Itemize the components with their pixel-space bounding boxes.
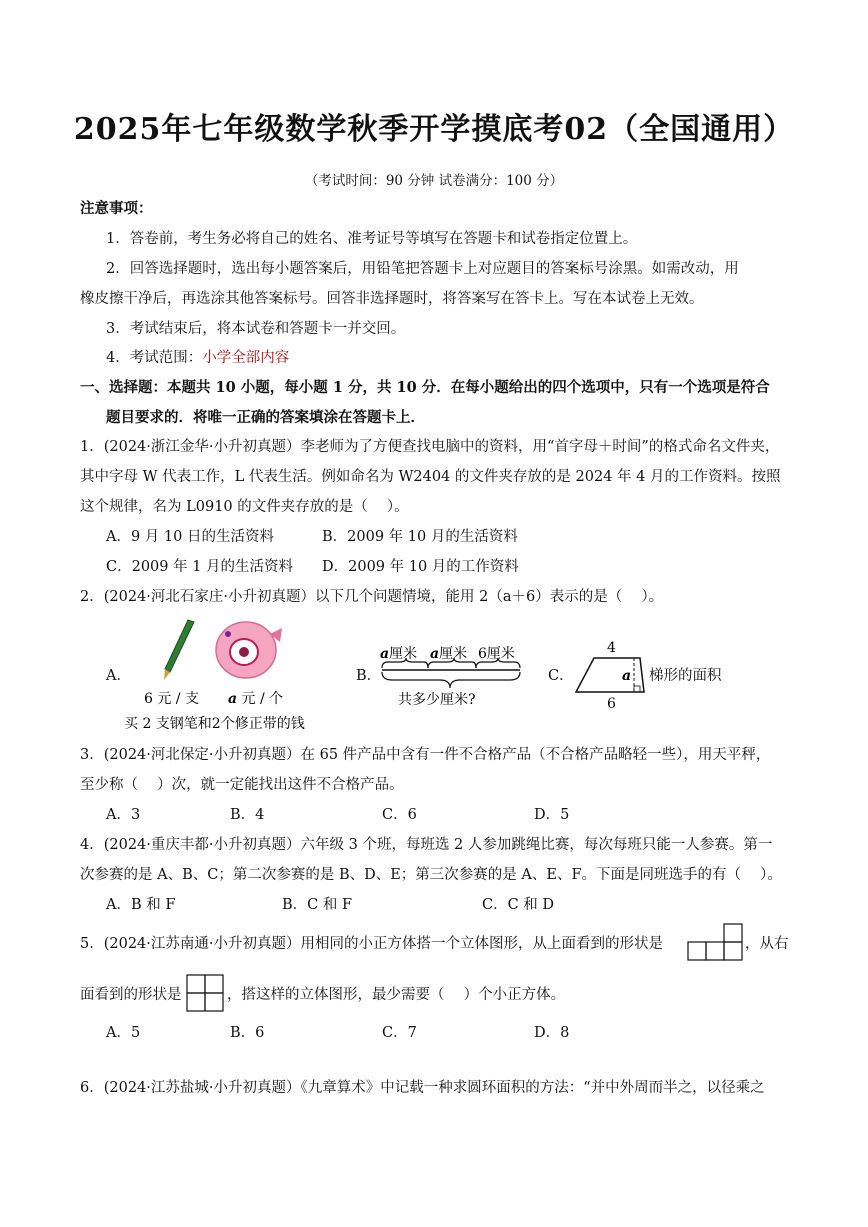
pen-icon: [164, 620, 194, 680]
q5-option-c: C．7: [382, 1025, 417, 1041]
q1-option-b: B．2009 年 10 月的生活资料: [322, 529, 518, 545]
section1-heading-cont: 题目要求的．将唯一正确的答案填涂在答题卡上．: [106, 409, 425, 426]
q2-option-c-caption: 梯形的面积: [649, 668, 722, 684]
tape-price-unit: 元 / 个: [237, 691, 284, 707]
svg-text:a厘米: [430, 645, 467, 662]
scope-value: 小学全部内容: [202, 350, 290, 366]
segment1-var: a: [380, 646, 390, 662]
scope-label: 4．考试范围：: [106, 350, 203, 366]
q2-option-b-figure: [378, 640, 528, 710]
trapezoid-top-base: 4: [607, 640, 616, 656]
pen-price: 6 元 / 支: [144, 691, 199, 707]
q5-stem-line2b: ，搭这样的立体图形，最少需要（ ）个小正方体。: [227, 987, 566, 1003]
trapezoid-bottom-base: 6: [607, 696, 616, 712]
q4-option-c: C．C 和 D: [482, 897, 555, 913]
q2-option-c-label: C．: [548, 668, 574, 684]
q1-stem-line3: 这个规律，名为 L0910 的文件夹存放的是（ ）。: [80, 499, 409, 515]
q3-stem-line1: 3．(2024·河北保定·小升初真题）在 65 件产品中含有一件不合格产品（不合格产品略轻一些），用天平秤，: [80, 747, 771, 763]
q2-option-b-caption: 共多少厘米?: [398, 692, 476, 708]
segment2-var: a: [430, 646, 440, 662]
tape-price-var: a: [228, 691, 238, 707]
q3-option-b: B．4: [230, 807, 265, 823]
q2-option-a-label: A．: [106, 668, 131, 684]
q1-option-a: A．9 月 10 日的生活资料: [106, 529, 274, 545]
q5-top-view-figure: [687, 923, 743, 961]
segment2-unit: 厘米: [439, 646, 468, 662]
q1-option-d: D．2009 年 10 月的工作资料: [322, 559, 519, 575]
section1-heading: 一、选择题：本题共 10 小题，每小题 1 分，共 10 分．在每小题给出的四个选项中，只有一个选项是符合: [80, 379, 770, 396]
q5-option-a: A．5: [106, 1025, 141, 1041]
q1-stem-line2: 其中字母 W 代表工作，L 代表生活。例如命名为 W2404 的文件夹存放的是 2024 年 4 月的工作资料。按照: [80, 469, 781, 485]
q5-right-view-figure: [186, 974, 224, 1012]
segment3-length: 6厘米: [478, 646, 515, 662]
q3-stem-line2: 至少称（ ）次，就一定能找出这件不合格产品。: [80, 777, 404, 793]
correction-tape-icon: [216, 622, 282, 678]
q5-option-d: D．8: [534, 1025, 570, 1041]
q4-stem-line1: 4．(2024·重庆丰都·小升初真题）六年级 3 个班，每班选 2 人参加跳绳比赛，每次每班只能一人参赛。第一: [80, 837, 773, 853]
q5-stem-line2a: 面看到的形状是: [80, 987, 182, 1003]
q2-stem: 2．(2024·河北石家庄·小升初真题）以下几个问题情境，能用 2（a＋6）表示的是（ ）。: [80, 589, 664, 605]
note-item-2: 2．回答选择题时，选出每小题答案后，用铅笔把答题卡上对应题目的答案标号涂黑。如需改动，用: [106, 261, 739, 277]
q5-stem-line1b: ，从右: [745, 936, 789, 952]
q3-option-d: D．5: [534, 807, 570, 823]
q4-stem-line2: 次参赛的是 A、B、C；第二次参赛的是 B、D、E；第三次参赛的是 A、E、F。下面是同班选手的有（ ）。: [80, 867, 782, 883]
q2-option-a-figure: [120, 614, 350, 734]
q3-option-c: C．6: [382, 807, 417, 823]
svg-text:a 元 / 个: [228, 691, 283, 707]
notes-heading: 注意事项：: [80, 200, 153, 217]
note-item-1: 1．答卷前，考生务必将自己的姓名、准考证号等填写在答题卡和试卷指定位置上。: [106, 231, 638, 247]
q4-option-b: B．C 和 F: [282, 897, 353, 913]
q5-option-b: B．6: [230, 1025, 265, 1041]
q2-option-b-label: B．: [356, 668, 382, 684]
exam-info: （考试时间：90 分钟 试卷满分：100 分）: [304, 173, 564, 189]
trapezoid-height: a: [622, 668, 632, 684]
svg-text:a厘米: [380, 645, 417, 662]
q6-stem-line1: 6．(2024·江苏盐城·小升初真题）《九章算术》中记载一种求圆环面积的方法：“并中外周而半之，以径乘之: [80, 1080, 765, 1096]
q4-option-a: A．B 和 F: [106, 897, 176, 913]
q2-option-a-caption: 买 2 支钢笔和2个修正带的钱: [124, 716, 305, 732]
q3-option-a: A．3: [106, 807, 141, 823]
segment1-unit: 厘米: [389, 646, 418, 662]
q5-stem-line1a: 5．(2024·江苏南通·小升初真题）用相同的小正方体搭一个立体图形，从上面看到的形状是: [80, 936, 663, 952]
q1-stem-line1: 1．(2024·浙江金华·小升初真题）李老师为了方便查找电脑中的资料，用“首字母＋时间”的格式命名文件夹，: [80, 439, 780, 455]
note-item-3: 3．考试结束后，将本试卷和答题卡一并交回。: [106, 321, 406, 337]
note-item-4: [106, 348, 289, 368]
note-item-2-cont: 橡皮擦干净后，再选涂其他答案标号。回答非选择题时，将答案写在答卡上。写在本试卷上无效。: [80, 291, 704, 307]
page-title: 2025年七年级数学秋季开学摸底考02（全国通用）: [73, 112, 795, 147]
q1-option-c: C．2009 年 1 月的生活资料: [106, 559, 294, 575]
